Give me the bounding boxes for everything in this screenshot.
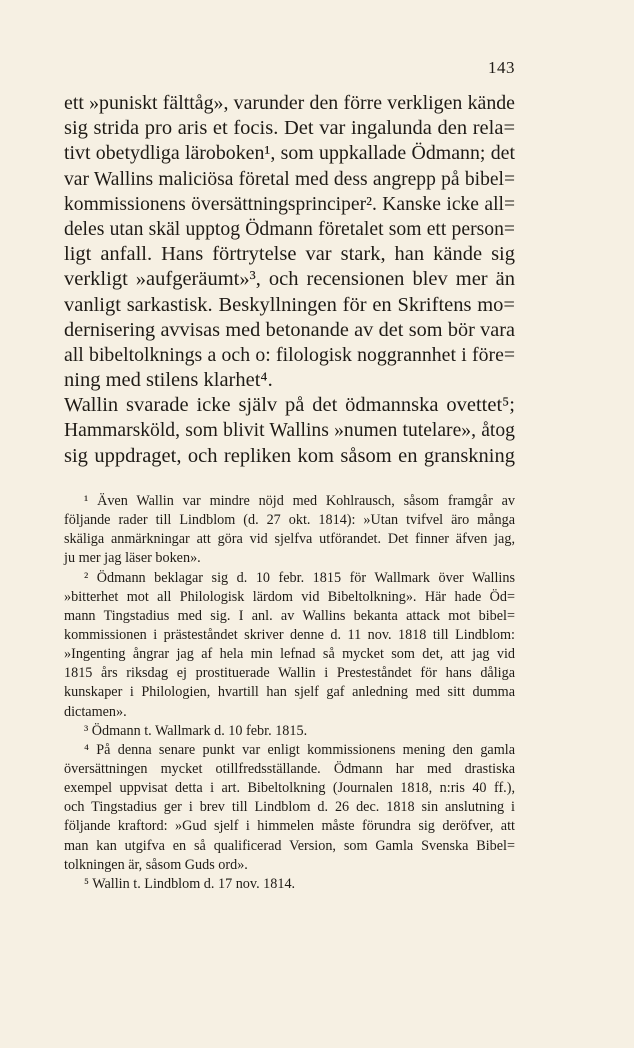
footnote-line: ju mer jag läser boken». <box>64 550 201 567</box>
footnote-line: ⁵ Wallin t. Lindblom d. 17 nov. 1814. <box>84 875 296 892</box>
footnote-line: och Tingstadius ger i brev till Lindblom d. 26 dec. 1818 sin anslutning i <box>64 799 515 816</box>
footnote-line: följande rader till Lindblom (d. 27 okt. 1814): »Utan tvifvel äro många <box>64 512 515 529</box>
body-line: var Wallins maliciösa företal med dess angrepp på bibel= <box>64 168 515 190</box>
footnote-line: följande kraftord: »Gud sjelf i himmelen måste förundra sig deröfver, att <box>64 818 515 835</box>
body-line: vanligt sarkastisk. Beskyllningen för en Skriftens mo= <box>64 293 515 316</box>
footnote-line: kunskaper i Philologien, hvartill han sjelf gaf anledning med sitt dumma <box>64 684 515 701</box>
footnote-line: ³ Ödmann t. Wallmark d. 10 febr. 1815. <box>84 722 308 739</box>
footnote-line: »bitterhet mot all Philologisk lärdom vid Bibeltolkning». Här hade Öd= <box>64 588 515 605</box>
footnote-line: »Ingenting ångrar jag af hela min lefnad så mycket som det, att jag vid <box>64 646 515 663</box>
body-line: ett »puniskt fälttåg», varunder den förre verkligen kände <box>64 92 515 114</box>
body-line: sig uppdraget, och repliken kom såsom en granskning <box>64 444 515 467</box>
body-line: dernisering avvisas med betonande av det som bör vara <box>64 318 515 341</box>
footnote-line: översättningen mycket otillfredsställande. Ödmann har med drastiska <box>64 760 515 777</box>
body-line: verkligt »aufgeräumt»³, och recensionen blev mer än <box>64 268 515 291</box>
page-number: 143 <box>488 58 515 77</box>
body-line: kommissionens översättningsprinciper². Kanske icke all= <box>64 193 515 215</box>
footnote-line: mann Tingstadius med sig. I anl. av Wallins bekanta attack mot bibel= <box>64 607 515 624</box>
body-line: tivt obetydliga läroboken¹, som uppkallade Ödmann; det <box>64 142 515 165</box>
body-line: ning med stilens klarhet⁴. <box>64 369 273 392</box>
body-text <box>64 91 515 469</box>
footnote-line: exempel uppvisat detta i art. Bibeltolkning (Journalen 1818, n:ris 40 ff.), <box>64 780 515 797</box>
footnotes <box>64 492 515 894</box>
footnote-line: ¹ Även Wallin var mindre nöjd med Kohlrausch, såsom framgår av <box>84 493 515 509</box>
body-line: Hammarsköld, som blivit Wallins »numen tutelare», åtog <box>64 420 515 442</box>
body-line: ligt anfall. Hans förtrytelse var stark, han kände sig <box>64 243 515 266</box>
body-line: sig strida pro aris et focis. Det var ingalunda den rela= <box>64 117 515 140</box>
body-line: Wallin svarade icke själv på det ödmannska ovettet⁵; <box>64 394 515 417</box>
footnote-line: man kan utgifva en så qualificerad Version, som Gamla Svenska Bibel= <box>64 837 515 854</box>
footnote-line: kommissionen i prästeståndet skriver denne d. 11 nov. 1818 till Lindblom: <box>64 626 515 643</box>
footnote-line: 1815 års riksdag ej prostituerade Wallin i Presteståndet för hans dåliga <box>64 665 515 682</box>
footnote-line: dictamen». <box>64 703 127 720</box>
footnote-line: ² Ödmann beklagar sig d. 10 febr. 1815 för Wallmark över Wallins <box>84 569 515 586</box>
footnote-line: skäliga anmärkningar att göra vid sjelfva utförandet. Det finner äfven jag, <box>64 531 515 548</box>
footnote-line: ⁴ På denna senare punkt var enligt kommissionens mening den gamla <box>84 741 515 758</box>
body-line: deles utan skäl upptog Ödmann företalet som ett person= <box>64 217 515 240</box>
body-line: all bibeltolknings a och o: filologisk noggrannhet i före= <box>64 343 515 366</box>
footnote-line: tolkningen är, såsom Guds ord». <box>64 856 248 873</box>
